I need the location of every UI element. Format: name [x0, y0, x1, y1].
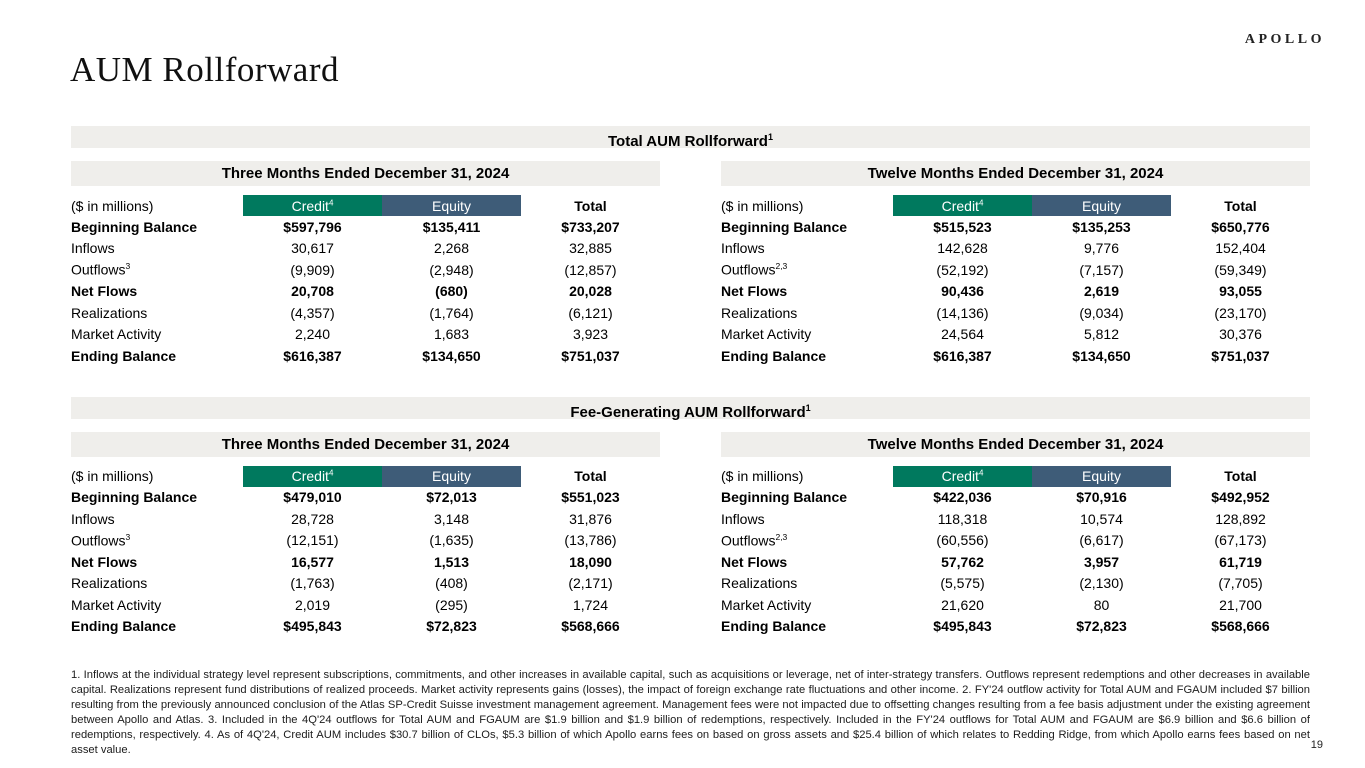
table-row [721, 238, 1310, 260]
row-label [721, 551, 893, 573]
section-header-total-aum [71, 126, 1310, 148]
equity-value: (6,617) [1079, 532, 1124, 549]
credit-value: $515,523 [933, 218, 992, 235]
label-text: Credit [291, 468, 329, 484]
footnotes: 1. Inflows at the individual strategy level represent subscriptions, commitments, and other increases in available capital, such as acquisitions or leverage, net of inter-strategy transfers. Outflows represent redemptions and other decreases in available capital. Realizations represent fund distributions of realized proceeds. Market activity represents gains (losses), the impact of foreign exchange rate fluctuations and other income. 2. FY'24 outflow activity for Total AUM and FGAUM included $7 billion resulting from the previously announced conclusion of the Atlas SP-Credit Suisse investment management agreement. Management fees were not impacted due to offsetting changes resulting from a fee basis adjustment under the existing agreement between Apollo and Atlas. 3. Included in the 4Q'24 outflows for Total AUM and FGAUM are $1.9 billion and $1.9 billion of redemptions, respectively. Included in the FY'24 outflows for Total AUM and FGAUM are $6.9 billion and $6.6 billion of redemptions, respectively. 4. As of 4Q'24, Credit AUM includes $30.7 billion of CLOs, $5.3 billion of which Apollo earns fees on based on gross assets and $25.4 billion of which relates to Redding Ridge, from which Apollo earns fees based on net asset value. [71, 669, 1310, 756]
row-label [71, 302, 243, 324]
label-text: Inflows [71, 510, 115, 527]
section-title-superscript: 1 [805, 402, 811, 413]
label-text: Credit [291, 197, 329, 214]
equity-value: $134,650 [1072, 347, 1131, 364]
column-header-superscript: 4 [978, 197, 984, 207]
total-value: (23,170) [1214, 304, 1267, 321]
unit-label: ($ in millions) [71, 197, 154, 214]
row-label [721, 216, 893, 238]
column-header-credit [893, 195, 1032, 216]
credit-value: 24,564 [941, 326, 984, 343]
section-title: Fee-Generating AUM Rollforward [570, 403, 806, 421]
total-value: $751,037 [1211, 347, 1270, 364]
row-label [721, 530, 893, 552]
label-text: Equity [1082, 468, 1121, 484]
total-value: 30,376 [1219, 326, 1262, 343]
total-value: 93,055 [1219, 283, 1262, 300]
table-row [721, 281, 1310, 303]
label-text: Outflows [721, 532, 776, 549]
credit-value: $597,796 [283, 218, 342, 235]
equity-value: $135,253 [1072, 218, 1131, 235]
row-label [721, 345, 893, 367]
row-label [721, 302, 893, 324]
equity-value: (408) [435, 575, 468, 592]
label-text: Net Flows [721, 283, 788, 300]
table-total-aum-twelve-months [721, 161, 1310, 367]
equity-value: 5,812 [1083, 326, 1120, 343]
row-label [71, 616, 243, 638]
column-header-equity [1032, 466, 1171, 487]
row-label [71, 216, 243, 238]
table-row [721, 487, 1310, 509]
table-row [721, 573, 1310, 595]
equity-value: 80 [1093, 596, 1110, 613]
row-label [721, 238, 893, 260]
total-value: (67,173) [1214, 532, 1267, 549]
period-header: Twelve Months Ended December 31, 2024 [721, 432, 1310, 457]
label-text: Total [574, 197, 607, 214]
label-text: Outflows [71, 262, 126, 279]
total-value: (2,171) [568, 575, 613, 592]
total-value: (6,121) [568, 304, 613, 321]
column-header-row [721, 195, 1310, 216]
label-text: Realizations [721, 575, 798, 592]
total-value: 128,892 [1215, 510, 1266, 527]
column-header-superscript: 4 [978, 468, 984, 478]
column-header-superscript: 4 [328, 468, 334, 478]
equity-value: (9,034) [1079, 304, 1124, 321]
label-text: Ending Balance [71, 618, 177, 635]
unit-label: ($ in millions) [71, 468, 154, 484]
equity-value: (1,635) [429, 532, 474, 549]
table-total-aum-three-months [71, 161, 660, 367]
credit-value: $422,036 [933, 489, 992, 506]
equity-value: 10,574 [1080, 510, 1123, 527]
equity-value: 1,683 [433, 326, 470, 343]
total-value: (59,349) [1214, 261, 1267, 278]
row-label-superscript: 3 [125, 261, 131, 272]
row-label [71, 345, 243, 367]
row-label [71, 259, 243, 281]
column-header-total [521, 466, 660, 487]
equity-value: (295) [435, 596, 468, 613]
column-header-credit [243, 466, 382, 487]
label-text: Beginning Balance [71, 489, 198, 506]
page-title: AUM Rollforward [70, 50, 339, 89]
label-text: Inflows [71, 240, 115, 257]
total-value: $551,023 [561, 489, 620, 506]
row-label [721, 259, 893, 281]
total-value: 31,876 [569, 510, 612, 527]
row-label [71, 530, 243, 552]
table-row [71, 216, 660, 238]
table-row [721, 324, 1310, 346]
row-label [721, 616, 893, 638]
credit-value: 142,628 [937, 240, 988, 257]
row-label [721, 324, 893, 346]
credit-value: 118,318 [937, 510, 988, 527]
label-text: Total [574, 468, 607, 484]
total-value: 61,719 [1219, 553, 1262, 570]
total-value: (13,786) [564, 532, 617, 549]
label-text: Ending Balance [71, 347, 177, 364]
column-header-credit [243, 195, 382, 216]
total-value: $751,037 [561, 347, 620, 364]
section-header-fee-generating-aum [71, 397, 1310, 419]
credit-value: (60,556) [936, 532, 989, 549]
table-row [71, 345, 660, 367]
table-row [71, 616, 660, 638]
credit-value: (52,192) [936, 261, 989, 278]
credit-value: (4,357) [290, 304, 335, 321]
label-text: Beginning Balance [721, 218, 848, 235]
table-row [71, 238, 660, 260]
credit-value: (1,763) [290, 575, 335, 592]
row-label [71, 508, 243, 530]
credit-value: 16,577 [291, 553, 334, 570]
total-value: $650,776 [1211, 218, 1270, 235]
period-header: Three Months Ended December 31, 2024 [71, 161, 660, 186]
credit-value: $495,843 [283, 618, 342, 635]
table-row [721, 551, 1310, 573]
table-row [721, 530, 1310, 552]
total-value: 3,923 [572, 326, 609, 343]
row-label [71, 238, 243, 260]
label-text: Total [1224, 468, 1257, 484]
label-text: Market Activity [71, 596, 162, 613]
label-text: Realizations [71, 575, 148, 592]
table-row [71, 302, 660, 324]
equity-value: $70,916 [1076, 489, 1127, 506]
row-label [721, 281, 893, 303]
label-text: Inflows [721, 240, 765, 257]
credit-value: 90,436 [941, 283, 984, 300]
row-label-superscript: 2,3 [775, 531, 788, 542]
column-header-total [1171, 466, 1310, 487]
credit-value: (5,575) [940, 575, 985, 592]
column-header-total [521, 195, 660, 216]
total-value: (7,705) [1218, 575, 1263, 592]
column-header-credit [893, 466, 1032, 487]
section-title-superscript: 1 [767, 132, 773, 142]
column-header-total [1171, 195, 1310, 216]
total-value: 152,404 [1215, 240, 1266, 257]
label-text: Ending Balance [721, 347, 827, 364]
section-title: Total AUM Rollforward [607, 133, 768, 150]
total-value: (12,857) [564, 261, 617, 278]
table-row [71, 508, 660, 530]
table-fgaum-three-months [71, 432, 660, 638]
credit-value: 20,708 [291, 283, 334, 300]
row-label [721, 594, 893, 616]
label-text: Net Flows [71, 553, 138, 570]
section-fee-generating-aum [71, 397, 1310, 638]
unit-label: ($ in millions) [721, 468, 804, 484]
label-text: Outflows [71, 532, 126, 549]
column-header-superscript: 4 [328, 197, 334, 207]
credit-value: $616,387 [283, 347, 342, 364]
label-text: Realizations [721, 304, 798, 321]
table-row [71, 530, 660, 552]
total-value: $492,952 [1211, 489, 1270, 506]
page-number: 19 [1310, 739, 1323, 751]
credit-value: $479,010 [283, 489, 342, 506]
label-text: Equity [1082, 197, 1121, 214]
tables-row-fee-generating-aum [71, 432, 1310, 638]
label-text: Market Activity [721, 596, 812, 613]
equity-value: $135,411 [422, 218, 481, 235]
table-row [721, 216, 1310, 238]
equity-value: (1,764) [429, 304, 474, 321]
table-row [71, 259, 660, 281]
label-text: Credit [941, 468, 979, 484]
credit-value: (12,151) [286, 532, 339, 549]
label-text: Outflows [721, 262, 776, 279]
row-label-superscript: 3 [125, 531, 131, 542]
equity-value: (2,948) [429, 261, 474, 278]
equity-value: 9,776 [1083, 240, 1120, 257]
total-value: $568,666 [1211, 618, 1270, 635]
label-text: Market Activity [721, 326, 812, 343]
equity-value: 3,148 [433, 510, 470, 527]
row-label [721, 573, 893, 595]
row-label-superscript: 2,3 [775, 261, 788, 272]
table-row [721, 259, 1310, 281]
equity-value: 1,513 [433, 553, 470, 570]
table-row [721, 594, 1310, 616]
row-label [71, 551, 243, 573]
row-label [721, 487, 893, 509]
table-row [721, 302, 1310, 324]
equity-value: $72,013 [426, 489, 477, 506]
total-value: $733,207 [561, 218, 620, 235]
tables-row-total-aum [71, 161, 1310, 367]
table-row [71, 281, 660, 303]
credit-value: 2,019 [294, 596, 331, 613]
credit-value: (14,136) [936, 304, 989, 321]
content-area [71, 126, 1310, 758]
apollo-logo: APOLLO [1244, 32, 1325, 47]
credit-value: 30,617 [291, 240, 334, 257]
credit-value: 2,240 [294, 326, 331, 343]
total-value: 21,700 [1219, 596, 1262, 613]
credit-value: 57,762 [941, 553, 984, 570]
credit-value: 28,728 [291, 510, 334, 527]
total-value: 32,885 [569, 240, 612, 257]
row-label [721, 508, 893, 530]
row-label [71, 573, 243, 595]
section-total-aum [71, 126, 1310, 367]
credit-value: (9,909) [290, 261, 335, 278]
label-text: Beginning Balance [71, 218, 198, 235]
label-text: Net Flows [71, 283, 138, 300]
label-text: Market Activity [71, 326, 162, 343]
table-row [721, 345, 1310, 367]
table-row [71, 487, 660, 509]
table-row [71, 551, 660, 573]
table-row [71, 324, 660, 346]
credit-value: $616,387 [933, 347, 992, 364]
total-value: $568,666 [561, 618, 620, 635]
table-row [721, 616, 1310, 638]
label-text: Realizations [71, 304, 148, 321]
table-row [721, 508, 1310, 530]
rollforward-table [71, 195, 660, 367]
label-text: Inflows [721, 510, 765, 527]
table-row [71, 573, 660, 595]
column-header-row [721, 466, 1310, 487]
label-text: Beginning Balance [721, 489, 848, 506]
column-header-row [71, 466, 660, 487]
column-header-equity [382, 466, 521, 487]
row-label [71, 487, 243, 509]
label-text: Equity [432, 197, 471, 214]
table-row [71, 594, 660, 616]
equity-value: $72,823 [1076, 618, 1127, 635]
label-text: Equity [432, 468, 471, 484]
column-header-equity [382, 195, 521, 216]
rollforward-table [721, 466, 1310, 638]
credit-value: $495,843 [933, 618, 992, 635]
row-label [71, 324, 243, 346]
equity-value: (680) [435, 283, 468, 300]
period-header: Twelve Months Ended December 31, 2024 [721, 161, 1310, 186]
row-label [71, 594, 243, 616]
equity-value: (7,157) [1079, 261, 1124, 278]
rollforward-table [71, 466, 660, 638]
table-fgaum-twelve-months [721, 432, 1310, 638]
unit-label: ($ in millions) [721, 197, 804, 214]
equity-value: 3,957 [1083, 553, 1120, 570]
row-label [71, 281, 243, 303]
equity-value: 2,619 [1083, 283, 1120, 300]
total-value: 1,724 [572, 596, 609, 613]
label-text: Credit [941, 197, 979, 214]
column-header-row [71, 195, 660, 216]
equity-value: $134,650 [422, 347, 481, 364]
label-text: Ending Balance [721, 618, 827, 635]
column-header-equity [1032, 195, 1171, 216]
equity-value: $72,823 [426, 618, 477, 635]
total-value: 18,090 [569, 553, 612, 570]
rollforward-table [721, 195, 1310, 367]
label-text: Net Flows [721, 553, 788, 570]
label-text: Total [1224, 197, 1257, 214]
total-value: 20,028 [569, 283, 612, 300]
period-header: Three Months Ended December 31, 2024 [71, 432, 660, 457]
credit-value: 21,620 [941, 596, 984, 613]
equity-value: (2,130) [1079, 575, 1124, 592]
equity-value: 2,268 [433, 240, 470, 257]
